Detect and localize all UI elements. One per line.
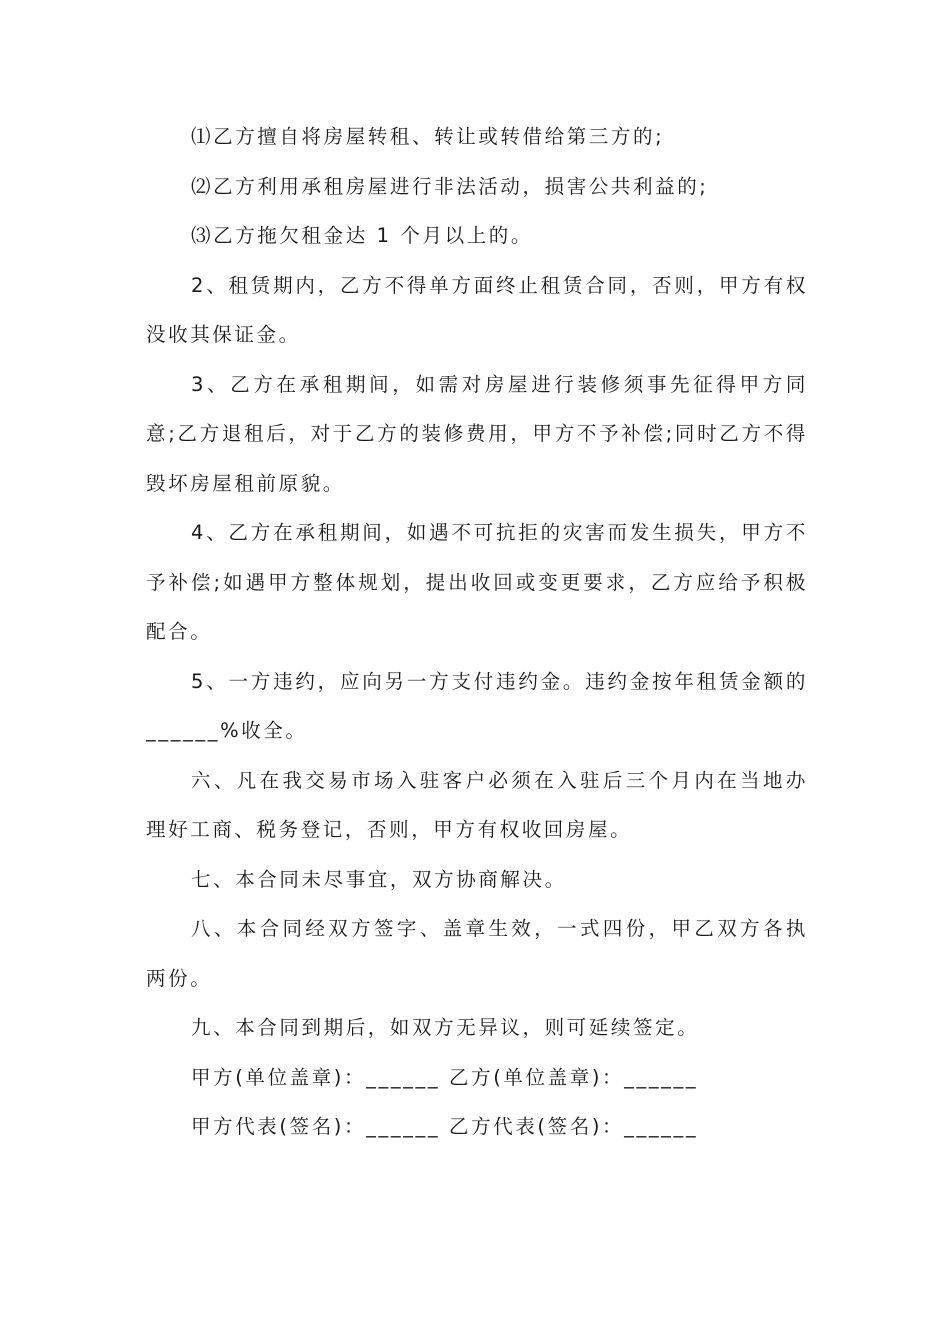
signature-representative-line: 甲方代表(签名)：______ 乙方代表(签名)：______ — [191, 1115, 699, 1138]
section-9: 九、本合同到期后，如双方无异议，则可延续签定。 — [191, 1016, 700, 1039]
signature-seal-line: 甲方(单位盖章)：______ 乙方(单位盖章)：______ — [191, 1065, 699, 1089]
clause-5: 5、一方违约，应向另一方支付违约金。违约金按年租赁金额的______%收全。 — [146, 669, 808, 742]
clause-2: 2、租赁期内，乙方不得单方面终止租赁合同，否则，甲方有权没收其保证金。 — [146, 273, 808, 346]
clause-1-2: ⑵乙方利用承租房屋进行非法活动，损害公共利益的; — [191, 174, 709, 198]
contract-body — [146, 112, 808, 1152]
clause-1-1: ⑴乙方擅自将房屋转租、转让或转借给第三方的; — [191, 125, 665, 148]
clause-3: 3、乙方在承租期间，如需对房屋进行装修须事先征得甲方同意;乙方退租后，对于乙方的装修费用，甲方不予补偿;同时乙方不得毁坏房屋租前原貌。 — [146, 372, 808, 495]
section-8: 八、本合同经双方签字、盖章生效，一式四份，甲乙双方各执两份。 — [146, 917, 808, 990]
section-6: 六、凡在我交易市场入驻客户必须在入驻后三个月内在当地办理好工商、税务登记，否则，甲方有权收回房屋。 — [146, 768, 808, 841]
clause-4: 4、乙方在承租期间，如遇不可抗拒的灾害而发生损失，甲方不予补偿;如遇甲方整体规划，提出收回或变更要求，乙方应给予积极配合。 — [146, 521, 808, 643]
section-7: 七、本合同未尽事宜，双方协商解决。 — [191, 867, 567, 891]
clause-1-3: ⑶乙方拖欠租金达 1 个月以上的。 — [191, 224, 534, 247]
